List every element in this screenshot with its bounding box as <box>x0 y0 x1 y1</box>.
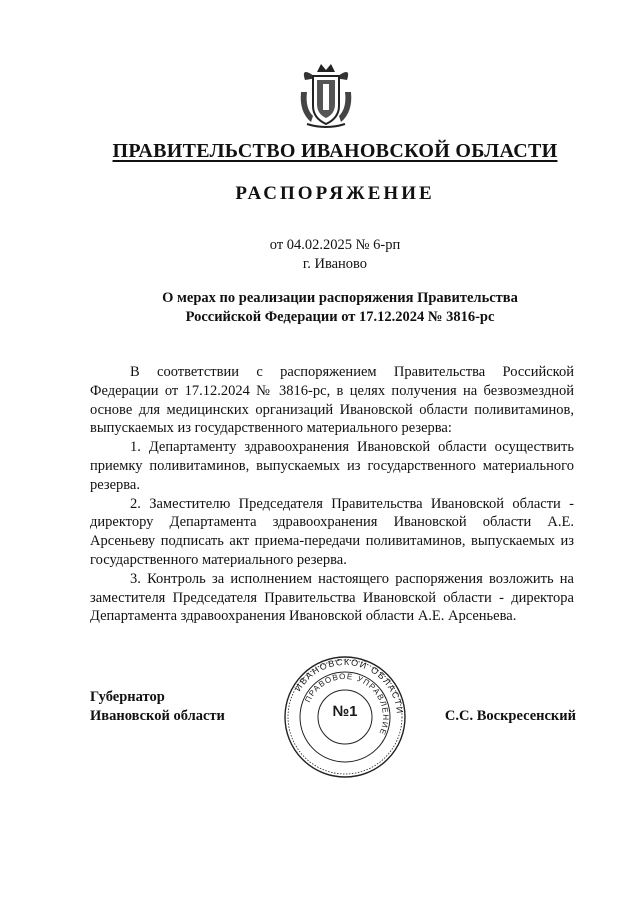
signer-position <box>90 688 225 726</box>
body-item-2: 2. Заместителю Председателя Правительства Ивановской области - директору Департамента здравоохранения Ивановской области А.Е. Арсеньеву подписать акт приема-передачи поливитаминов, выпускаемых из государственного материального резерва. <box>90 495 574 568</box>
stamp-number: №1 <box>332 703 358 720</box>
document-type-heading: РАСПОРЯЖЕНИЕ <box>235 183 435 204</box>
stamp-inner-text: ПРАВОВОЕ УПРАВЛЕНИЕ <box>303 671 391 737</box>
document-subject <box>90 289 590 327</box>
document-city: г. Иваново <box>302 256 368 272</box>
signer-position-line-1: Губернатор <box>90 689 165 705</box>
signer-name: С.С. Воскресенский <box>444 708 576 724</box>
government-title: ПРАВИТЕЛЬСТВО ИВАНОВСКОЙ ОБЛАСТИ <box>112 140 558 162</box>
document-date-number: от 04.02.2025 № 6-рп <box>269 237 401 253</box>
body-item-3: 3. Контроль за исполнением настоящего распоряжения возложить на заместителя Председателя Правительства Ивановской области - директора Департамента здравоохранения Ивановской области А.Е. Арсеньева. <box>90 570 574 625</box>
document-body <box>90 363 574 626</box>
subject-line-2: Российской Федерации от 17.12.2024 № 3816-рс <box>185 309 495 325</box>
signer-position-line-2: Ивановской области <box>90 708 225 724</box>
coat-of-arms-icon <box>297 62 355 130</box>
body-item-1: 1. Департаменту здравоохранения Ивановской области осуществить приемку поливитаминов, выпускаемых из государственного материального резерва. <box>90 439 574 493</box>
body-intro-paragraph: В соответствии с распоряжением Правительства Российской Федерации от 17.12.2024 № 3816-рс, в целях получения на безвозмездной основе для медицинских организаций Ивановской области поливитаминов, выпускаемых из государственного материального резерва: <box>90 364 574 437</box>
subject-line-1: О мерах по реализации распоряжения Правительства <box>162 290 518 306</box>
stamp-outer-text: ИВАНОВСКОЙ ОБЛАСТИ <box>292 656 406 716</box>
